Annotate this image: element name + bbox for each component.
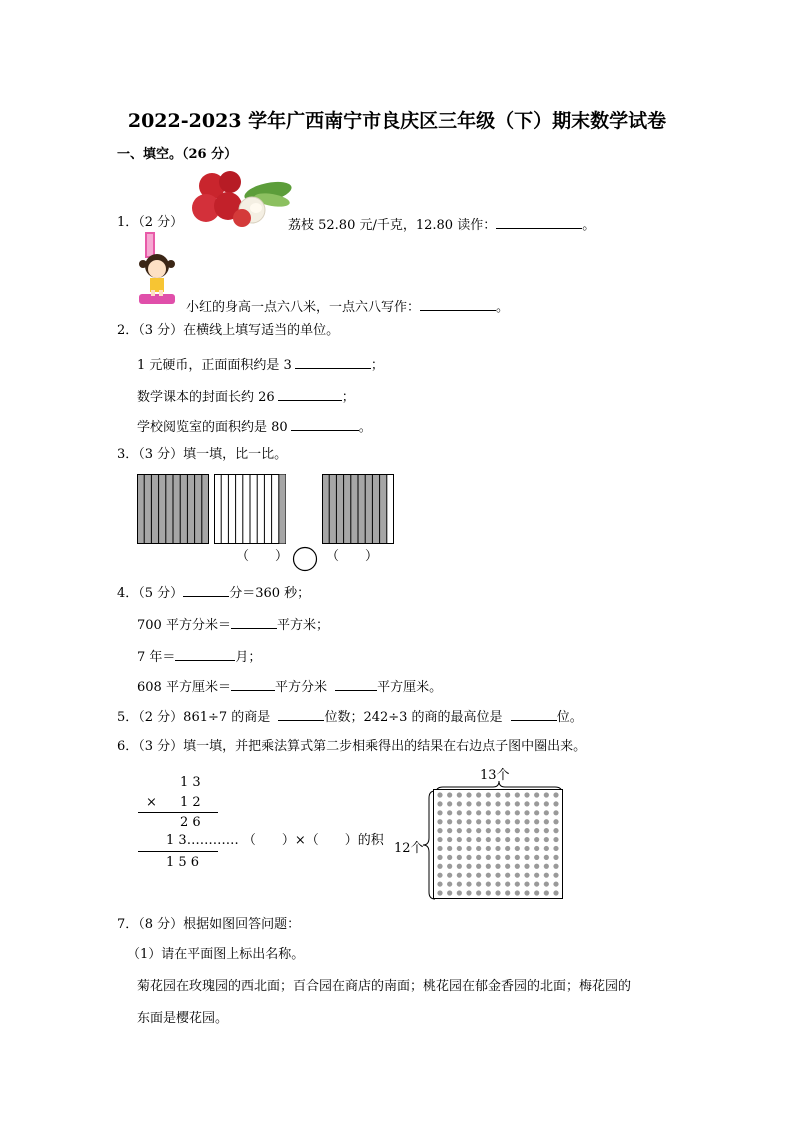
calc-row-2: 1 2 — [180, 795, 201, 810]
q2-number: 2．（3 分）在横线上填写适当的单位。 — [117, 323, 340, 338]
grid-dot[interactable] — [476, 873, 481, 878]
lychee-image — [190, 170, 290, 228]
grid-dot[interactable] — [553, 855, 558, 860]
grid-dot[interactable] — [486, 819, 491, 824]
grid-dot[interactable] — [486, 792, 491, 797]
grid-dot[interactable] — [515, 890, 520, 895]
q2-blank-2[interactable] — [278, 386, 342, 401]
grid-dot[interactable] — [486, 801, 491, 806]
grid-dot[interactable] — [476, 881, 481, 886]
grid-dot[interactable] — [524, 873, 529, 878]
grid-dot[interactable] — [515, 873, 520, 878]
grid-dot[interactable] — [524, 801, 529, 806]
grid-dot[interactable] — [437, 801, 442, 806]
q4-blank-5[interactable] — [335, 676, 377, 691]
grid-dot[interactable] — [515, 819, 520, 824]
q7-desc1: 菊花园在玫瑰园的西北面；百合园在商店的南面；桃花园在郁金香园的北面；梅花园的 — [137, 979, 632, 994]
grid-dot[interactable] — [447, 828, 452, 833]
q2-line3: 学校阅览室的面积约是 80 。 — [137, 416, 372, 437]
grid-dot[interactable] — [466, 837, 471, 842]
grid-dot[interactable] — [476, 819, 481, 824]
grid-dot[interactable] — [466, 846, 471, 851]
grid-dot[interactable] — [505, 855, 510, 860]
q7-sub1: （1）请在平面图上标出名称。 — [127, 947, 305, 962]
strip-figure-3 — [322, 474, 394, 544]
q7-desc2: 东面是樱花园。 — [137, 1011, 229, 1026]
grid-dot[interactable] — [476, 801, 481, 806]
q6-number: 6．（3 分）填一填，并把乘法算式第二步相乘得出的结果在右边点子图中圈出来。 — [117, 739, 587, 754]
grid-dot[interactable] — [544, 837, 549, 842]
grid-dot[interactable] — [524, 881, 529, 886]
dot-grid-top-label: 13个 — [480, 768, 510, 783]
grid-dot[interactable] — [534, 837, 539, 842]
grid-dot[interactable] — [447, 801, 452, 806]
grid-dot[interactable] — [495, 846, 500, 851]
grid-dot[interactable] — [544, 810, 549, 815]
grid-dot[interactable] — [544, 828, 549, 833]
grid-dot[interactable] — [457, 837, 462, 842]
grid-dot[interactable] — [437, 855, 442, 860]
q1-blank-2[interactable] — [420, 296, 496, 311]
grid-dot[interactable] — [505, 792, 510, 797]
grid-dot[interactable] — [495, 801, 500, 806]
grid-dot[interactable] — [515, 792, 520, 797]
grid-dot[interactable] — [524, 828, 529, 833]
grid-dot[interactable] — [466, 881, 471, 886]
grid-dot[interactable] — [457, 846, 462, 851]
grid-dot[interactable] — [495, 828, 500, 833]
grid-dot[interactable] — [515, 810, 520, 815]
grid-dot[interactable] — [544, 873, 549, 878]
grid-dot[interactable] — [466, 810, 471, 815]
girl-image — [135, 232, 185, 308]
grid-dot[interactable] — [544, 890, 549, 895]
grid-dot[interactable] — [476, 810, 481, 815]
strip-figure-1 — [137, 474, 209, 544]
calc-line-1 — [138, 812, 218, 813]
grid-dot[interactable] — [505, 864, 510, 869]
grid-dot[interactable] — [515, 828, 520, 833]
grid-dot[interactable] — [553, 837, 558, 842]
grid-dot[interactable] — [457, 864, 462, 869]
q5-blank-2[interactable] — [511, 706, 557, 721]
grid-dot[interactable] — [457, 819, 462, 824]
grid-dot[interactable] — [466, 855, 471, 860]
dot-grid-side-label: 12个 — [394, 841, 424, 856]
calc-times-sign: × — [146, 795, 157, 810]
grid-dot[interactable] — [437, 873, 442, 878]
grid-dot[interactable] — [515, 864, 520, 869]
section-heading: 一、填空。（26 分） — [117, 147, 238, 162]
grid-dot[interactable] — [544, 855, 549, 860]
grid-dot[interactable] — [534, 855, 539, 860]
grid-dot[interactable] — [486, 828, 491, 833]
calc-line-2 — [138, 851, 218, 852]
q3-number: 3．（3 分）填一填，比一比。 — [117, 447, 288, 462]
grid-dot[interactable] — [457, 792, 462, 797]
q7-number: 7．（8 分）根据如图回答问题： — [117, 917, 301, 932]
grid-dot[interactable] — [524, 792, 529, 797]
grid-dot[interactable] — [505, 810, 510, 815]
calc-row-5: 1 5 6 — [166, 855, 200, 870]
q4-line4: 608 平方厘米＝ 平方分米 平方厘米。 — [137, 676, 442, 697]
grid-dot[interactable] — [524, 810, 529, 815]
grid-dot[interactable] — [447, 819, 452, 824]
grid-dot[interactable] — [466, 792, 471, 797]
grid-dot[interactable] — [476, 846, 481, 851]
q4-line1: 4．（5 分） 分＝360 秒； — [117, 582, 310, 603]
grid-dot[interactable] — [515, 855, 520, 860]
grid-dot[interactable] — [553, 810, 558, 815]
grid-dot[interactable] — [534, 819, 539, 824]
q4-line2: 700 平方分米＝ 平方米； — [137, 614, 329, 635]
calc-row-1: 1 3 — [180, 775, 201, 790]
grid-dot[interactable] — [447, 864, 452, 869]
q4-blank-1[interactable] — [183, 582, 229, 597]
grid-dot[interactable] — [486, 855, 491, 860]
grid-dot[interactable] — [486, 890, 491, 895]
q1-line2: 小红的身高一点六八米，一点六八写作： 。 — [186, 296, 509, 317]
grid-dot[interactable] — [447, 810, 452, 815]
grid-dot[interactable] — [544, 846, 549, 851]
q4-blank-2[interactable] — [231, 614, 277, 629]
grid-dot[interactable] — [553, 881, 558, 886]
grid-dot[interactable] — [437, 828, 442, 833]
grid-dot[interactable] — [495, 864, 500, 869]
grid-dot[interactable] — [534, 873, 539, 878]
grid-dot[interactable] — [457, 881, 462, 886]
q3-right-blank[interactable]: （ ） — [326, 549, 379, 564]
grid-dot[interactable] — [437, 846, 442, 851]
grid-dot[interactable] — [486, 810, 491, 815]
grid-dot[interactable] — [553, 792, 558, 797]
grid-dot[interactable] — [544, 881, 549, 886]
grid-dot[interactable] — [466, 864, 471, 869]
grid-dot[interactable] — [524, 837, 529, 842]
grid-dot[interactable] — [505, 890, 510, 895]
grid-dot[interactable] — [524, 855, 529, 860]
q1-blank-1[interactable] — [496, 214, 582, 229]
grid-dot[interactable] — [544, 864, 549, 869]
q5-blank-1[interactable] — [278, 706, 324, 721]
q4-blank-4[interactable] — [231, 676, 275, 691]
compare-circle-icon[interactable] — [292, 546, 318, 572]
grid-dot[interactable] — [457, 873, 462, 878]
grid-dot[interactable] — [505, 846, 510, 851]
grid-dot[interactable] — [553, 890, 558, 895]
calc-row-4: 1 3………… （ ）×（ ）的积 — [166, 833, 384, 848]
q2-blank-1[interactable] — [295, 354, 371, 369]
calc-row-3: 2 6 — [180, 815, 201, 830]
strip-figure-2 — [214, 474, 286, 544]
grid-dot[interactable] — [457, 801, 462, 806]
grid-dot[interactable] — [553, 873, 558, 878]
grid-dot[interactable] — [457, 810, 462, 815]
grid-dot[interactable] — [466, 873, 471, 878]
grid-dot[interactable] — [447, 873, 452, 878]
grid-dot[interactable] — [495, 890, 500, 895]
grid-dot[interactable] — [505, 801, 510, 806]
grid-dot[interactable] — [476, 792, 481, 797]
grid-dot[interactable] — [447, 846, 452, 851]
grid-dot[interactable] — [437, 890, 442, 895]
grid-dot[interactable] — [457, 890, 462, 895]
q2-blank-3[interactable] — [291, 416, 359, 431]
grid-dot[interactable] — [495, 819, 500, 824]
grid-dot[interactable] — [544, 819, 549, 824]
grid-dot[interactable] — [466, 801, 471, 806]
q4-line3: 7 年＝ 月； — [137, 646, 261, 667]
grid-dot[interactable] — [524, 890, 529, 895]
q1-line1: 荔枝 52.80 元/千克，12.80 读作： 。 — [288, 214, 595, 235]
grid-dot[interactable] — [553, 864, 558, 869]
grid-dot[interactable] — [466, 828, 471, 833]
grid-dot[interactable] — [437, 864, 442, 869]
grid-dot[interactable] — [457, 828, 462, 833]
grid-dot[interactable] — [505, 828, 510, 833]
grid-dot[interactable] — [437, 837, 442, 842]
grid-dot[interactable] — [505, 873, 510, 878]
dot-grid[interactable] — [433, 789, 563, 899]
grid-dot[interactable] — [457, 855, 462, 860]
grid-dot[interactable] — [476, 864, 481, 869]
grid-dot[interactable] — [495, 873, 500, 878]
grid-dot[interactable] — [486, 846, 491, 851]
grid-dot[interactable] — [437, 810, 442, 815]
grid-dot[interactable] — [476, 855, 481, 860]
product-blank[interactable]: （ ）×（ ）的积 — [242, 833, 384, 848]
grid-dot[interactable] — [447, 855, 452, 860]
grid-dot[interactable] — [534, 801, 539, 806]
grid-dot[interactable] — [466, 890, 471, 895]
grid-dot[interactable] — [553, 819, 558, 824]
grid-dot[interactable] — [505, 881, 510, 886]
q3-left-blank[interactable]: （ ） — [236, 549, 289, 564]
grid-dot[interactable] — [437, 881, 442, 886]
grid-dot[interactable] — [447, 890, 452, 895]
q1-number: 1．（2 分） — [117, 215, 184, 230]
grid-dot[interactable] — [505, 837, 510, 842]
grid-dot[interactable] — [476, 890, 481, 895]
grid-dot[interactable] — [524, 819, 529, 824]
grid-dot[interactable] — [495, 810, 500, 815]
grid-dot[interactable] — [515, 846, 520, 851]
grid-dot[interactable] — [495, 837, 500, 842]
grid-dot[interactable] — [544, 792, 549, 797]
grid-dot[interactable] — [447, 792, 452, 797]
grid-dot[interactable] — [534, 864, 539, 869]
grid-dot[interactable] — [476, 837, 481, 842]
grid-dot[interactable] — [553, 801, 558, 806]
grid-dot[interactable] — [495, 855, 500, 860]
q2-line1: 1 元硬币，正面面积约是 3 ； — [137, 354, 384, 375]
grid-dot[interactable] — [534, 792, 539, 797]
grid-dot[interactable] — [524, 864, 529, 869]
grid-dot[interactable] — [553, 846, 558, 851]
grid-dot[interactable] — [447, 881, 452, 886]
grid-dot[interactable] — [534, 890, 539, 895]
grid-dot[interactable] — [447, 837, 452, 842]
grid-dot[interactable] — [544, 801, 549, 806]
grid-dot[interactable] — [495, 881, 500, 886]
grid-dot[interactable] — [524, 846, 529, 851]
grid-dot[interactable] — [515, 837, 520, 842]
grid-dot[interactable] — [515, 801, 520, 806]
grid-dot[interactable] — [437, 819, 442, 824]
q4-blank-3[interactable] — [175, 646, 235, 661]
grid-dot[interactable] — [553, 828, 558, 833]
grid-dot[interactable] — [534, 810, 539, 815]
q2-line2: 数学课本的封面长约 26 ； — [137, 386, 355, 407]
grid-dot[interactable] — [534, 846, 539, 851]
page-title: 2022-2023 学年广西南宁市良庆区三年级（下）期末数学试卷 — [127, 110, 667, 132]
grid-dot[interactable] — [515, 881, 520, 886]
grid-dot[interactable] — [476, 828, 481, 833]
grid-dot[interactable] — [486, 873, 491, 878]
grid-dot[interactable] — [495, 792, 500, 797]
grid-dot[interactable] — [466, 819, 471, 824]
grid-dot[interactable] — [437, 792, 442, 797]
grid-dot[interactable] — [505, 819, 510, 824]
grid-dot[interactable] — [534, 828, 539, 833]
grid-dot[interactable] — [486, 864, 491, 869]
q5-line: 5．（2 分）861÷7 的商是 位数；242÷3 的商的最高位是 位。 — [117, 706, 583, 727]
grid-dot[interactable] — [486, 837, 491, 842]
grid-dot[interactable] — [534, 881, 539, 886]
grid-dot[interactable] — [486, 881, 491, 886]
